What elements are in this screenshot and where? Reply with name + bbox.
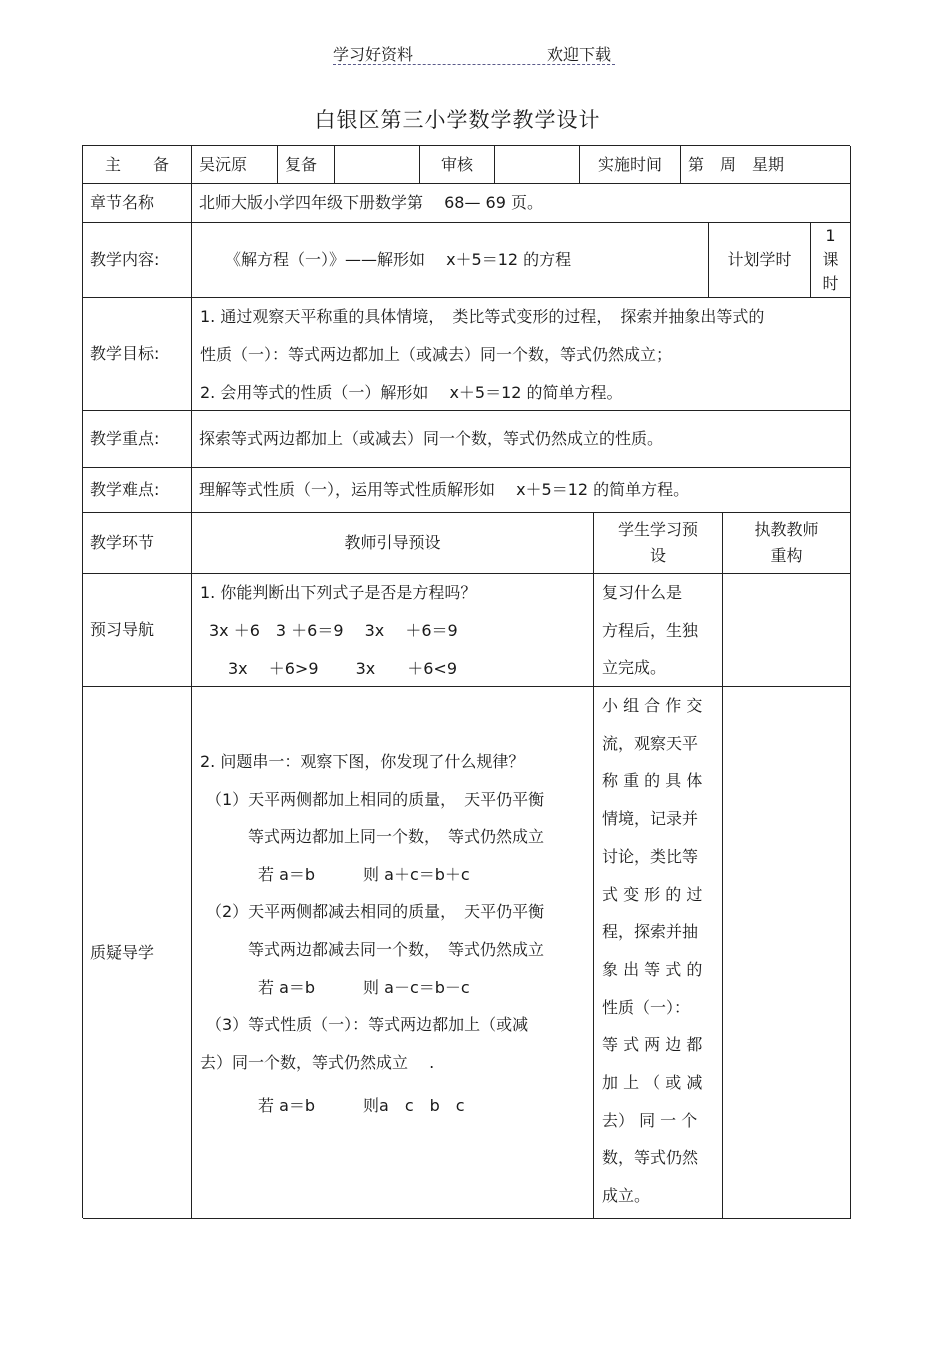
- inquiry-student-line: 去） 同 一 个: [602, 1110, 698, 1130]
- header-right-text: 欢迎下载: [546, 45, 611, 64]
- preview-student: [594, 574, 723, 687]
- main-prep-name: 吴沅原: [192, 146, 278, 184]
- implement-time-label: 实施时间: [580, 146, 681, 184]
- check-label: 审核: [420, 146, 495, 184]
- section-header-stage: 教学环节: [83, 513, 192, 574]
- inquiry-line: （3）等式性质（一）：等式两边都加上（或减: [206, 1015, 529, 1035]
- plan-hours-char: 1: [825, 226, 836, 245]
- section-header-reconstruct-line: 重构: [770, 546, 803, 565]
- chapter-label: 章节名称: [83, 184, 192, 223]
- inquiry-label: 质疑导学: [83, 687, 192, 1219]
- goal-content: [192, 298, 851, 411]
- main-prep-label: 主 备: [83, 146, 192, 184]
- section-header-student-line: 学生学习预: [617, 520, 698, 539]
- inquiry-line: （2）天平两侧都减去相同的质量， 天平仍平衡: [206, 902, 545, 922]
- review-label: 复备: [278, 146, 335, 184]
- section-header-student: [594, 513, 723, 574]
- inquiry-student-line: 小 组 合 作 交: [602, 696, 703, 715]
- preview-line: 1. 你能判断出下列式子是否是方程吗？: [200, 583, 477, 602]
- section-header-reconstruct-line: 执教教师: [754, 520, 819, 539]
- difficulty-label: 教学难点:: [83, 468, 192, 513]
- section-header-reconstruct: [723, 513, 851, 574]
- chapter-value: 北师大版小学四年级下册数学第 68— 69 页。: [192, 184, 851, 223]
- section-header-student-line: 设: [649, 546, 666, 565]
- inquiry-student-line: 象 出 等 式 的: [602, 959, 703, 979]
- review-value: [335, 146, 420, 184]
- keypoint-value: 探索等式两边都加上（或减去）同一个数，等式仍然成立的性质。: [192, 411, 851, 468]
- inquiry-student: [594, 687, 723, 1219]
- preview-label: 预习导航: [83, 574, 192, 687]
- inquiry-line: 若 a＝b 则 a＋c＝b＋c: [258, 864, 470, 884]
- content-value: 《解方程（一）》——解形如 x＋5＝12 的方程: [192, 223, 709, 298]
- inquiry-student-line: 等 式 两 边 都: [602, 1035, 703, 1055]
- inquiry-teacher: [192, 687, 594, 1219]
- preview-student-line: 方程后，生独: [602, 620, 699, 640]
- inquiry-student-line: 流，观察天平: [602, 733, 699, 753]
- inquiry-student-line: 数，等式仍然: [602, 1148, 699, 1168]
- preview-line: 3x ＋6>9 3x ＋6<9: [228, 659, 458, 678]
- content-label: 教学内容:: [83, 223, 192, 298]
- inquiry-student-line: 加 上 （ 或 减: [602, 1073, 703, 1093]
- preview-student-line: 复习什么是: [602, 583, 683, 602]
- inquiry-line: 2. 问题串一：观察下图，你发现了什么规律？: [200, 752, 525, 771]
- header-left-text: 学习好资料: [333, 45, 414, 64]
- inquiry-line: 等式两边都加上同一个数， 等式仍然成立: [248, 827, 545, 847]
- inquiry-student-line: 性质（一）：: [602, 997, 691, 1017]
- section-header-teacher: 教师引导预设: [192, 513, 594, 574]
- goal-line: 1. 通过观察天平称重的具体情境， 类比等式变形的过程， 探索并抽象出等式的: [200, 307, 765, 326]
- inquiry-student-line: 讨论，类比等: [602, 846, 699, 866]
- inquiry-student-line: 成立。: [602, 1186, 651, 1206]
- goal-label: 教学目标:: [83, 298, 192, 411]
- inquiry-line: （1）天平两侧都加上相同的质量， 天平仍平衡: [206, 789, 545, 809]
- inquiry-reconstruct: [723, 687, 851, 1219]
- inquiry-line: [200, 687, 587, 743]
- implement-time-value: 第 周 星期: [681, 146, 851, 184]
- check-value: [495, 146, 580, 184]
- inquiry-student-line: 式 变 形 的 过: [602, 884, 703, 904]
- plan-hours-char: 时: [822, 274, 839, 293]
- inquiry-line: 若 a＝b 则a c b c: [258, 1096, 465, 1116]
- goal-line: 2. 会用等式的性质（一）解形如 x＋5＝12 的简单方程。: [200, 383, 623, 402]
- preview-reconstruct: [723, 574, 851, 687]
- inquiry-line: 若 a＝b 则 a－c＝b－c: [258, 977, 470, 997]
- difficulty-value: 理解等式性质（一），运用等式性质解形如 x＋5＝12 的简单方程。: [192, 468, 851, 513]
- inquiry-student-line: 情境，记录并: [602, 809, 699, 829]
- goal-line: 性质（一）：等式两边都加上（或减去）同一个数，等式仍然成立；: [200, 345, 673, 364]
- preview-line: 3x ＋6 3 ＋6＝9 3x ＋6＝9: [209, 621, 458, 640]
- inquiry-line: 等式两边都减去同一个数， 等式仍然成立: [248, 939, 545, 959]
- page-title: 白银区第三小学数学教学设计: [314, 108, 601, 132]
- preview-teacher: [192, 574, 594, 687]
- lesson-plan-table: [82, 145, 850, 1218]
- plan-hours-value: [811, 223, 851, 298]
- page-header: [333, 42, 615, 65]
- plan-hours-char: 课: [822, 250, 839, 269]
- keypoint-label: 教学重点:: [83, 411, 192, 468]
- preview-student-line: 立完成。: [602, 658, 667, 678]
- inquiry-line: 去）同一个数，等式仍然成立 .: [200, 1052, 435, 1072]
- inquiry-student-line: 称 重 的 具 体: [602, 771, 703, 791]
- inquiry-student-line: 程，探索并抽: [602, 922, 699, 942]
- plan-hours-label: 计划学时: [709, 223, 811, 298]
